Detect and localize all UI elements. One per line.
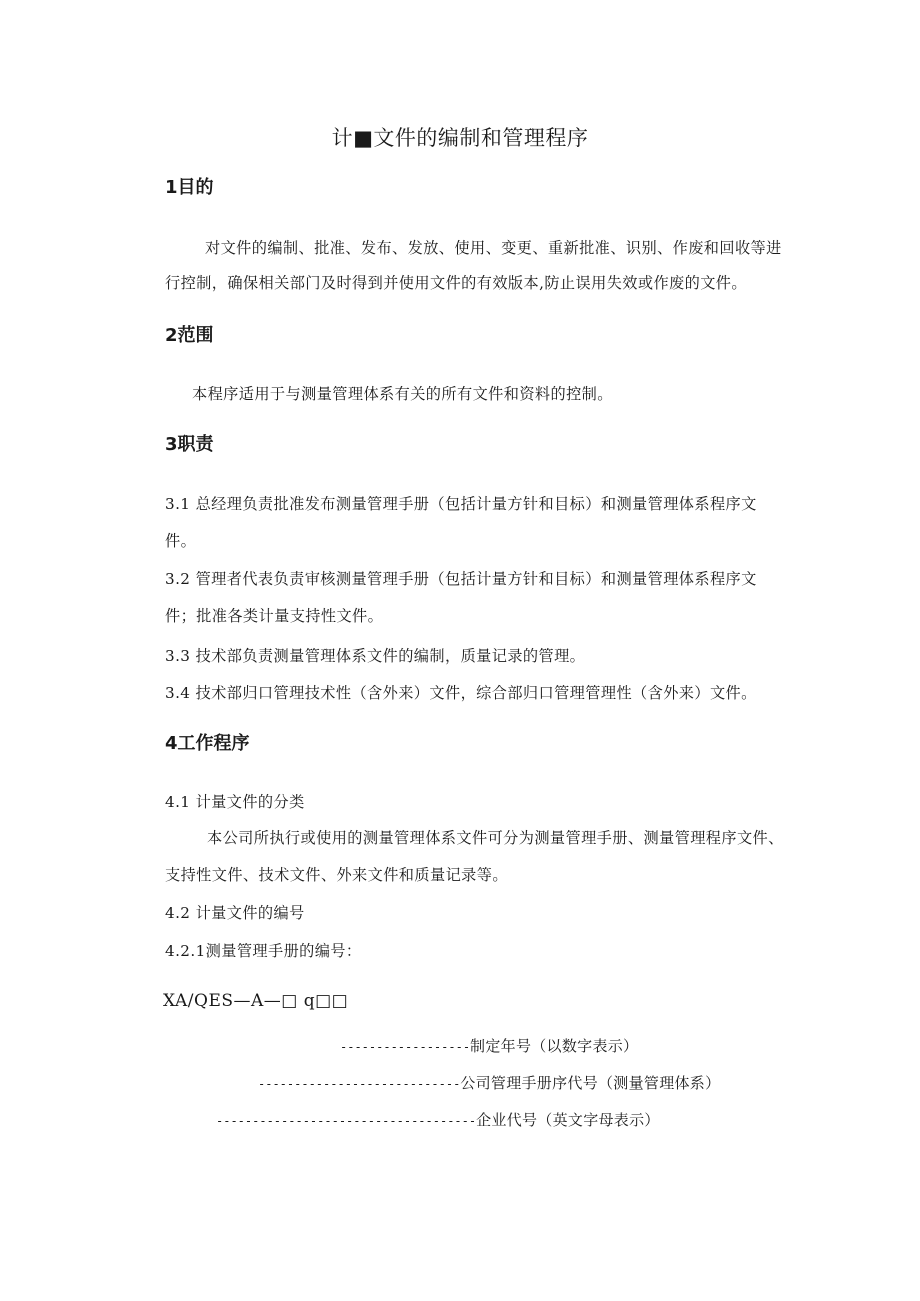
purpose-text-line1: 对文件的编制、批准、发布、发放、使用、变更、重新批准、识别、作废和回收等进 xyxy=(205,239,782,257)
purpose-text-line2: 行控制，确保相关部门及时得到并使用文件的有效版本,防止误用失效或作废的文件。 xyxy=(165,274,747,292)
duty-item-3-4: 3.4 技术部归口管理技术性（含外来）文件，综合部归口管理管理性（含外来）文件。 xyxy=(165,684,757,702)
duty-item-3-3: 3.3 技术部负责测量管理体系文件的编制，质量记录的管理。 xyxy=(165,647,586,665)
section-heading-scope: 2范围 xyxy=(165,325,214,346)
manual-code-format: XA/QES—A—□ q□□ xyxy=(163,991,349,1011)
duty-item-3-1-line2: 件。 xyxy=(165,532,197,550)
duty-item-3-2-line2: 件；批准各类计量支持性文件。 xyxy=(165,607,384,625)
section-heading-purpose: 1目的 xyxy=(165,177,214,198)
subsection-4-2-1-title: 4.2.1测量管理手册的编号： xyxy=(165,942,362,960)
legend-dashes: ------------------ xyxy=(340,1040,471,1054)
legend-label: 企业代号（英文字母表示） xyxy=(476,1111,660,1129)
subsection-4-1-line1: 本公司所执行或使用的测量管理体系文件可分为测量管理手册、测量管理程序文件、 xyxy=(207,829,784,847)
subsection-4-2-title: 4.2 计量文件的编号 xyxy=(165,904,305,922)
legend-dashes: ------------------------------------ xyxy=(216,1114,477,1128)
legend-dashes: ---------------------------- xyxy=(258,1077,461,1091)
section-heading-duties: 3职责 xyxy=(165,434,214,455)
subsection-4-1-title: 4.1 计量文件的分类 xyxy=(165,793,305,811)
duty-item-3-2-line1: 3.2 管理者代表负责审核测量管理手册（包括计量方针和目标）和测量管理体系程序文 xyxy=(165,570,757,588)
document-title: 计■文件的编制和管理程序 xyxy=(331,126,589,150)
code-legend-enterprise xyxy=(216,1109,660,1130)
code-legend-year xyxy=(340,1035,638,1056)
code-legend-manual-sequence xyxy=(258,1072,720,1093)
section-heading-procedure: 4工作程序 xyxy=(165,733,250,754)
scope-text: 本程序适用于与测量管理体系有关的所有文件和资料的控制。 xyxy=(192,385,613,403)
legend-label: 公司管理手册序代号（测量管理体系） xyxy=(460,1074,721,1092)
legend-label: 制定年号（以数字表示） xyxy=(470,1037,639,1055)
duty-item-3-1-line1: 3.1 总经理负责批准发布测量管理手册（包括计量方针和目标）和测量管理体系程序文 xyxy=(165,495,757,513)
subsection-4-1-line2: 支持性文件、技术文件、外来文件和质量记录等。 xyxy=(165,866,508,884)
